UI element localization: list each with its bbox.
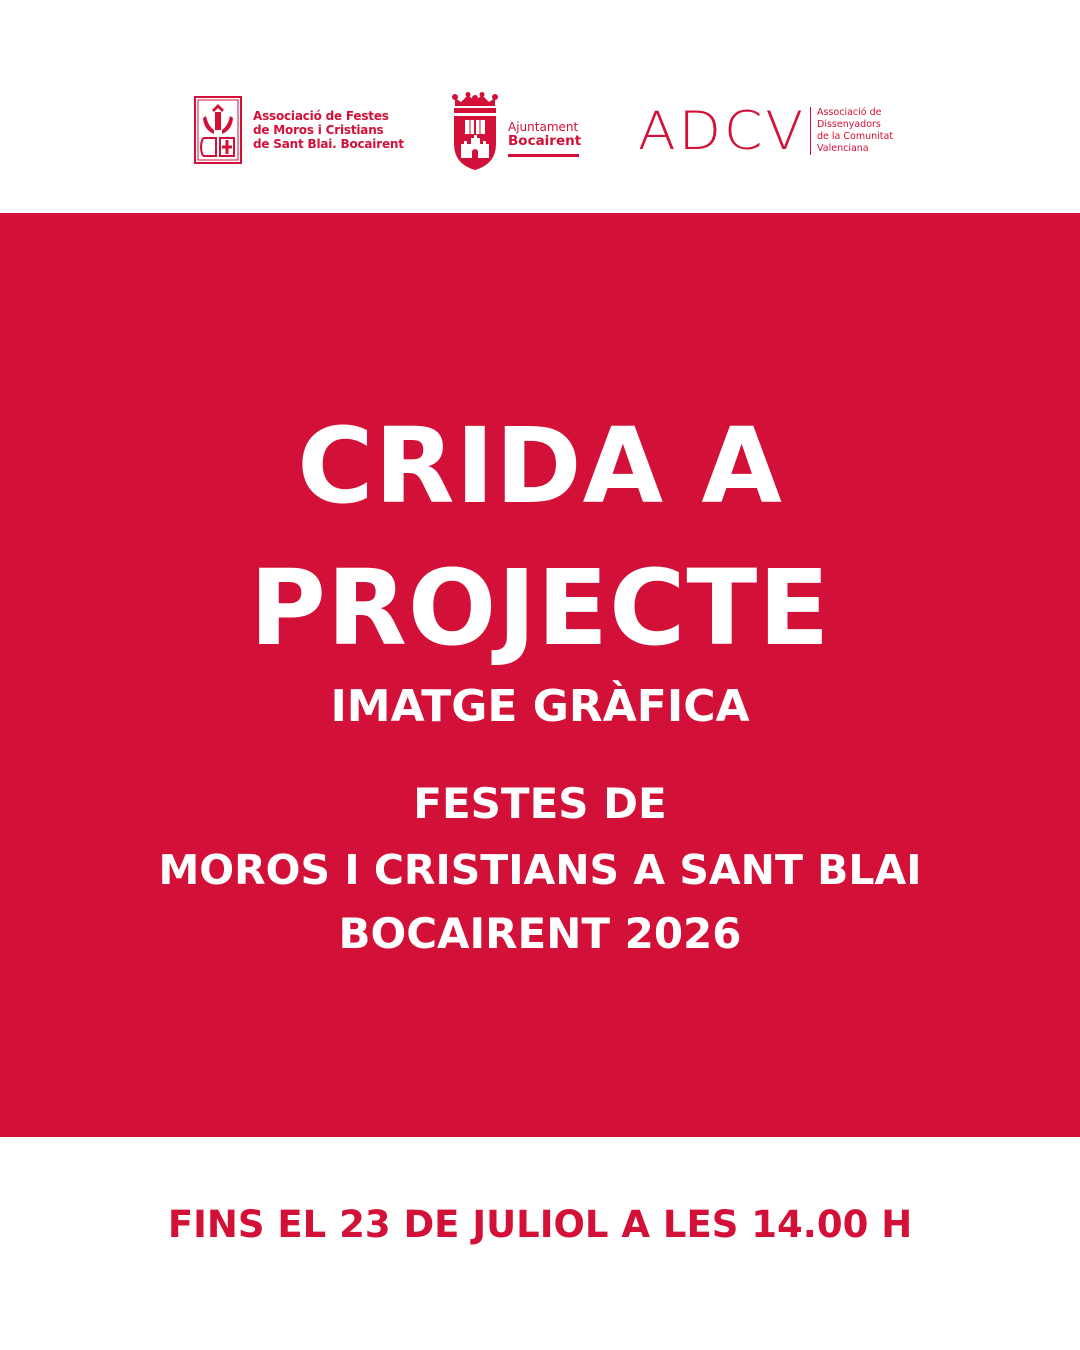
festes-logo-line-1: Associació de Festes	[253, 109, 389, 123]
red-announcement-panel	[0, 213, 1080, 1137]
adcv-logo-divider	[810, 107, 811, 155]
subtitle: IMATGE GRÀFICA	[330, 681, 750, 732]
event-line-2: MOROS I CRISTIANS A SANT BLAI	[158, 846, 922, 894]
deadline-footer	[0, 1137, 1080, 1350]
event-line-1: FESTES DE	[413, 779, 667, 828]
festes-association-logo	[194, 95, 404, 165]
seal-icon	[194, 96, 242, 164]
headline-line-2: PROJECTE	[249, 547, 831, 669]
ajuntament-logo-line-1: Ajuntament	[508, 120, 579, 134]
deadline-text: FINS EL 23 DE JULIOL A LES 14.00 H	[167, 1203, 913, 1246]
logo-header	[0, 0, 1080, 213]
adcv-logo-line-2: Dissenyadors	[817, 119, 881, 130]
ajuntament-logo	[449, 92, 581, 172]
event-line-3: BOCAIRENT 2026	[338, 909, 742, 958]
adcv-logo	[638, 100, 894, 162]
festes-logo-line-2: de Moros i Cristians	[253, 123, 384, 137]
ajuntament-logo-rule	[508, 154, 579, 157]
ajuntament-logo-line-2: Bocairent	[508, 133, 582, 149]
adcv-logo-line-3: de la Comunitat	[817, 131, 894, 142]
crown-crest-icon	[449, 92, 501, 172]
adcv-logo-line-4: Valenciana	[817, 143, 869, 154]
adcv-logo-line-1: Associació de	[817, 107, 882, 118]
adcv-logo-mark: ADCV	[638, 100, 807, 162]
festes-logo-line-3: de Sant Blai. Bocairent	[253, 137, 404, 151]
headline-line-1: CRIDA A	[297, 405, 783, 527]
